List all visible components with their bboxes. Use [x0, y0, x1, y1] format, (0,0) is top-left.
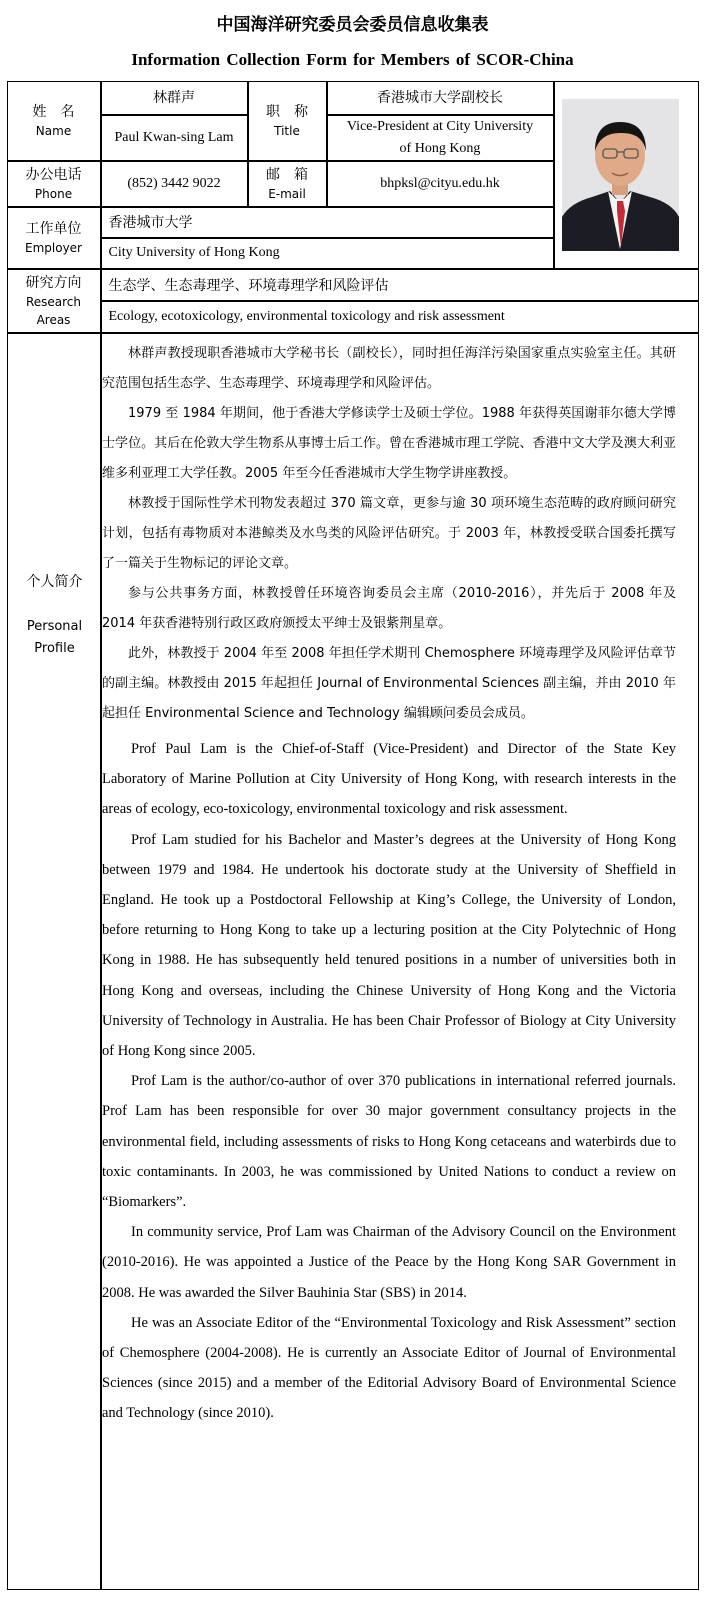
profile-en-paragraph-1: Prof Paul Lam is the Chief-of-Staff (Vice-President) and Director of the State Key Laboratory of Marine Pollution at City University of Hong Kong, with research interests in the areas of ecology, eco-toxicology, environmental toxicology and risk assessment.	[102, 741, 676, 818]
employer-label-cell	[7, 207, 101, 269]
profile-label-cell	[7, 333, 101, 1590]
email-label-cell	[248, 161, 327, 207]
profile-en-paragraph-4: In community service, Prof Lam was Chairman of the Advisory Council on the Environment (2010-2016). He was appointed a Justice of the Peace by the Hong Kong SAR Government in 2008. He was awarded the Silver Bauhinia Star (SBS) in 2014.	[102, 1224, 676, 1301]
employer-cn-cell	[101, 207, 554, 238]
title-en-cell	[327, 115, 554, 161]
title-cn-cell	[327, 81, 554, 115]
title-label-cell	[248, 81, 327, 161]
research-label-en-line1: Research	[25, 294, 82, 309]
research-label-en-line2: Areas	[36, 312, 71, 327]
research-label-cell	[7, 269, 101, 333]
profile-label-cn: 个人简介	[26, 573, 83, 590]
name-label-en: Name	[35, 123, 72, 138]
employer-en-value: City University of Hong Kong	[108, 245, 280, 260]
phone-label-en: Phone	[34, 186, 73, 201]
form-title-chinese: 中国海洋研究委员会委员信息收集表	[216, 15, 489, 35]
title-en-value-line2: of Hong Kong	[399, 140, 481, 156]
phone-value: (852) 3442 9022	[127, 175, 221, 191]
research-cn-value: 生态学、生态毒理学、环境毒理学和风险评估	[108, 277, 389, 294]
profile-cn-paragraph-2: 1979 至 1984 年期间，他于香港大学修读学士及硕士学位。1988 年获得英国谢菲尔德大学博士学位。其后在伦敦大学生物系从事博士后工作。曾在香港城市理工学院、香港中文大学及澳大利亚维多利亚理工大学任教。2005 年至今任香港城市大学生物学讲座教授。	[102, 406, 676, 481]
research-label-cn: 研究方向	[25, 274, 82, 291]
profile-cn-paragraph-4: 参与公共事务方面，林教授曾任环境咨询委员会主席（2010-2016），并先后于 2008 年及 2014 年获香港特别行政区政府颁授太平绅士及银紫荆星章。	[102, 586, 676, 631]
profile-label-en-line2: Profile	[34, 640, 75, 656]
email-value: bhpksl@cityu.edu.hk	[380, 175, 500, 191]
email-label-cn: 邮 箱	[266, 166, 308, 183]
member-photo	[562, 99, 679, 251]
title-cn-value: 香港城市大学副校长	[377, 89, 503, 106]
title-en-value-line1: Vice-President at City University	[346, 118, 534, 134]
phone-label-cell	[7, 161, 101, 207]
profile-text	[102, 339, 676, 1429]
name-label-cell	[7, 81, 101, 161]
profile-cn-paragraph-5: 此外，林教授于 2004 年至 2008 年担任学术期刊 Chemosphere 环境毒理学及风险评估章节的副主编。林教授由 2015 年起担任 Journal of Environmental Sciences 副主编，并由 2010 年起担任 Environmental Science and Technology 编辑顾问委员会成员。	[102, 646, 676, 721]
name-en-cell	[101, 115, 248, 161]
employer-label-en: Employer	[25, 240, 82, 255]
form-title-english: Information Collection Form for Members of SCOR-China	[131, 50, 574, 69]
profile-cn-paragraph-1: 林群声教授现职香港城市大学秘书长（副校长），同时担任海洋污染国家重点实验室主任。其研究范围包括生态学、生态毒理学、环境毒理学和风险评估。	[102, 346, 676, 391]
profile-en-paragraph-2: Prof Lam studied for his Bachelor and Master’s degrees at the University of Hong Kong between 1979 and 1984. He undertook his doctorate study at the University of Sheffield in England. He took up a Postdoctoral Fellowship at King’s College, the University of London, before returning to Hong Kong to take up a lecturing position at the City Polytechnic of Hong Kong in 1988. He has subsequently held tenured positions in a number of universities both in Hong Kong and overseas, including the Chinese University of Hong Kong and the Victoria University of Technology in Australia. He has been Chair Professor of Biology at City University of Hong Kong since 2005.	[102, 831, 676, 1060]
research-cn-cell	[101, 269, 699, 301]
profile-en-paragraph-5: He was an Associate Editor of the “Environmental Toxicology and Risk Assessment” section of Chemosphere (2004-2008). He is currently an Associate Editor of Journal of Environmental Sciences (since 2015) and a member of the Editorial Advisory Board of Environmental Science and Technology (since 2010).	[102, 1314, 676, 1422]
phone-cell	[101, 161, 248, 207]
employer-cn-value: 香港城市大学	[108, 215, 193, 231]
email-cell	[327, 161, 554, 207]
portrait-image	[562, 99, 679, 251]
employer-label-cn: 工作单位	[25, 220, 82, 237]
profile-en-paragraph-3: Prof Lam is the author/co-author of over 370 publications in international referred journals. Prof Lam has been responsible for over 30 major government consultancy projects in the environmental field, including assessments of risks to Hong Kong cetaceans and waterbirds due to toxic contaminants. In 2003, he was commissioned by United Nations to conduct a review on “Biomarkers”.	[102, 1073, 676, 1211]
profile-label-en-line1: Personal	[26, 618, 83, 634]
name-cn-cell	[101, 81, 248, 115]
profile-cn-paragraph-3: 林教授于国际性学术刊物发表超过 370 篇文章，更参与逾 30 项环境生态范畴的政府顾问研究计划，包括有毒物质对本港鲸类及水鸟类的风险评估研究。于 2003 年，林教授受联合国委托撰写了一篇关于生物标记的评论文章。	[102, 496, 676, 571]
title-label-en: Title	[274, 123, 300, 138]
name-cn-value: 林群声	[153, 89, 195, 106]
research-en-cell	[101, 301, 699, 333]
name-en-value: Paul Kwan-sing Lam	[114, 129, 234, 145]
email-label-en: E-mail	[268, 186, 306, 201]
research-en-value: Ecology, ecotoxicology, environmental toxicology and risk assessment	[108, 308, 505, 324]
employer-en-cell	[101, 238, 554, 269]
title-label-cn: 职 称	[266, 103, 308, 120]
name-label-cn: 姓 名	[32, 103, 75, 120]
phone-label-cn: 办公电话	[25, 166, 82, 183]
